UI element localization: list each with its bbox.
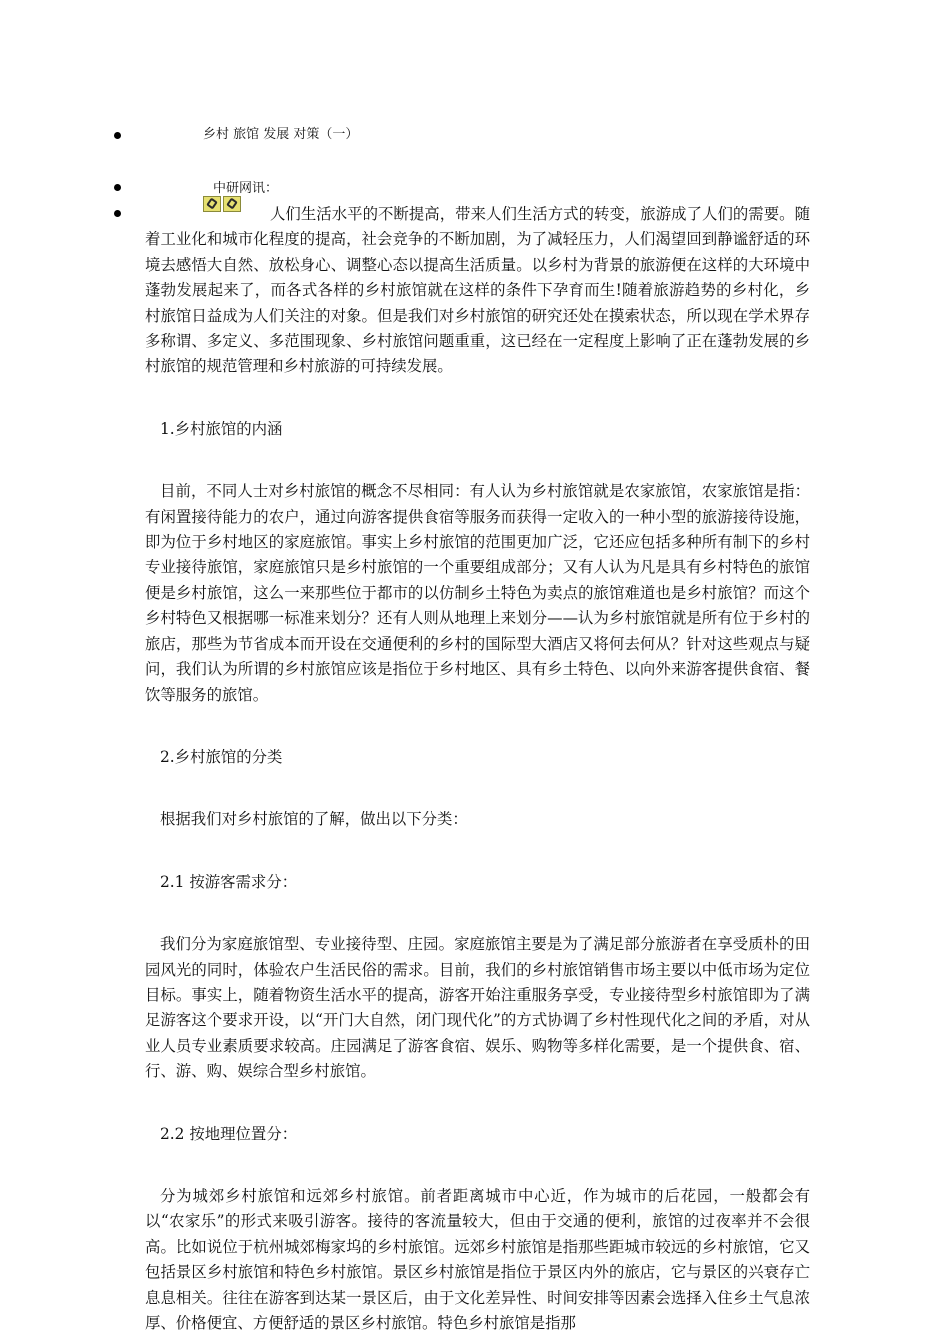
section-heading-2-2: 2.2 按地理位置分： [160,1124,298,1143]
list-bullet [114,184,121,191]
article-title: 乡村 旅馆 发展 对策（一） [203,127,359,142]
section-paragraph-1: 目前，不同人士对乡村旅馆的概念不尽相同：有人认为乡村旅馆就是农家旅馆，农家旅馆是指：有闲置接待能力的农户，通过向游客提供食宿等服务而获得一定收入的一种小型的旅游接待设施，即为位于乡村地区的家庭旅馆。事实上乡村旅馆的范围更加广泛，它还应包括多种所有制下的乡村专业接待旅馆，家庭旅馆只是乡村旅馆的一个重要组成部分；又有人认为凡是具有乡村特色的旅馆便是乡村旅馆，这么一来那些位于都市的以仿制乡土特色为卖点的旅馆难道也是乡村旅馆？而这个乡村特色又根据哪一标准来划分？还有人则从地理上来划分——认为乡村旅馆就是所有位于乡村的旅店，那些为节省成本而开设在交通便利的乡村的国际型大酒店又将何去何从？针对这些观点与疑问，我们认为所谓的乡村旅馆应该是指位于乡村地区、具有乡土特色、以向外来游客提供食宿、餐饮等服务的旅馆。 [145,482,810,704]
article-body [145,202,810,1336]
list-bullet [114,210,121,217]
intro-paragraph: 人们生活水平的不断提高，带来人们生活方式的转变，旅游成了人们的需要。随着工业化和城市化程度的提高，社会竞争的不断加剧，为了减轻压力，人们渴望回到静谧舒适的环境去感悟大自然、放松身心、调整心态以提高生活质量。以乡村为背景的旅游便在这样的大环境中蓬勃发展起来了，而各式各样的乡村旅馆就在这样的条件下孕育而生!随着旅游趋势的乡村化，乡村旅馆日益成为人们关注的对象。但是我们对乡村旅馆的研究还处在摸索状态，所以现在学术界存多称谓、多定义、多范围现象、乡村旅馆问题重重，这已经在一定程度上影响了正在蓬勃发展的乡村旅馆的规范管理和乡村旅游的可持续发展。 [145,205,810,376]
section-heading-2: 2.乡村旅馆的分类 [160,747,283,766]
section-heading-2-1: 2.1 按游客需求分： [160,872,298,891]
article-source: 中研网讯： [213,181,279,196]
list-bullet [114,132,121,139]
section-heading-1: 1.乡村旅馆的内涵 [160,419,283,438]
section-paragraph-2-2: 分为城郊乡村旅馆和远郊乡村旅馆。前者距离城市中心近，作为城市的后花园，一般都会有以“农家乐”的形式来吸引游客。接待的客流量较大，但由于交通的便利，旅馆的过夜率并不会很高。比如说位于杭州城郊梅家坞的乡村旅馆。远郊乡村旅馆是指那些距城市较远的乡村旅馆，它又包括景区乡村旅馆和特色乡村旅馆。景区乡村旅馆是指位于景区内外的旅店，它与景区的兴衰存亡息息相关。往往在游客到达某一景区后，由于文化差异性、时间安排等因素会选择入住乡土气息浓厚、价格便宜、方便舒适的景区乡村旅馆。特色乡村旅馆是指那 [145,1186,810,1332]
section-paragraph-2-1: 我们分为家庭旅馆型、专业接待型、庄园。家庭旅馆主要是为了满足部分旅游者在享受质朴的田园风光的同时，体验农户生活民俗的需求。目前，我们的乡村旅馆销售市场主要以中低市场为定位目标。事实上，随着物资生活水平的提高，游客开始注重服务享受，专业接待型乡村旅馆即为了满足游客这个要求开设，以“开门大自然，闭门现代化”的方式协调了乡村性现代化之间的矛盾，对从业人员专业素质要求较高。庄园满足了游客食宿、娱乐、购物等多样化需要，是一个提供食、宿、行、游、购、娱综合型乡村旅馆。 [145,935,810,1081]
section-intro-2: 根据我们对乡村旅馆的了解，做出以下分类： [160,810,468,829]
